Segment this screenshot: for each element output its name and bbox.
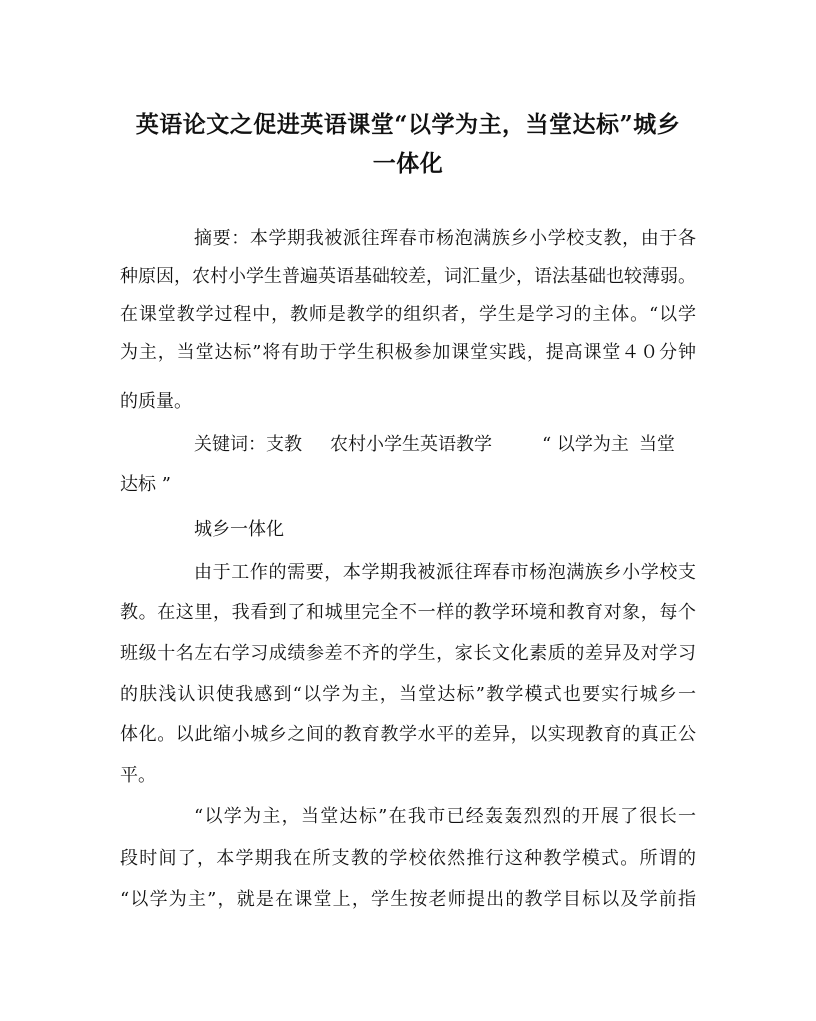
keywords-line-3: 城乡一体化 — [194, 519, 284, 540]
abstract-line-1: 摘要：本学期我被派往珲春市杨泡满族乡小学校支教，由于各 — [194, 228, 696, 249]
body-p1-line-3: 班级十名左右学习成绩参差不齐的学生，家长文化素质的差异及对学习 — [120, 643, 696, 664]
keywords-line-1 — [194, 433, 696, 457]
abstract-line-4: 为主，当堂达标”将有助于学生积极参加课堂实践，提高课堂４０分钟 — [120, 342, 696, 363]
body-p2-line-1: “以学为主，当堂达标”在我市已经轰轰烈烈的开展了很长一 — [194, 806, 696, 827]
body-p2-line-3: “以学为主”，就是在课堂上，学生按老师提出的教学目标以及学前指 — [120, 889, 696, 910]
body-p1-line-4: 的肤浅认识使我感到“以学为主，当堂达标”教学模式也要实行城乡一 — [120, 684, 696, 705]
keyword-learning-centered: “ 以学为主 — [542, 434, 629, 455]
body-p1-line-5: 体化。以此缩小城乡之间的教育教学水平的差异，以实现教育的真正公 — [120, 724, 696, 745]
body-p1-line-1: 由于工作的需要，本学期我被派往珲春市杨泡满族乡小学校支 — [194, 562, 696, 583]
keyword-rural-english: 农村小学生英语教学 — [330, 434, 492, 455]
document-title-line-1: 英语论文之促进英语课堂“以学为主，当堂达标”城乡 — [135, 111, 681, 138]
abstract-line-2: 种原因，农村小学生普遍英语基础较差，词汇量少，语法基础也较薄弱。 — [120, 266, 696, 287]
abstract-line-3: 在课堂教学过程中，教师是教学的组织者，学生是学习的主体。“以学 — [120, 304, 696, 325]
body-p1-line-2: 教。在这里，我看到了和城里完全不一样的教学环境和教育对象，每个 — [120, 602, 696, 623]
body-p1-line-6: 平。 — [120, 765, 156, 786]
document-title-line-2: 一体化 — [372, 150, 444, 177]
abstract-line-5: 的质量。 — [120, 391, 192, 412]
body-p2-line-2: 段时间了，本学期我在所支教的学校依然推行这种教学模式。所谓的 — [120, 848, 696, 869]
keyword-in-class: 当堂 — [638, 434, 675, 455]
keywords-line-2: 达标 ” — [120, 474, 171, 495]
keywords-label: 关键词：支教 — [194, 434, 302, 455]
